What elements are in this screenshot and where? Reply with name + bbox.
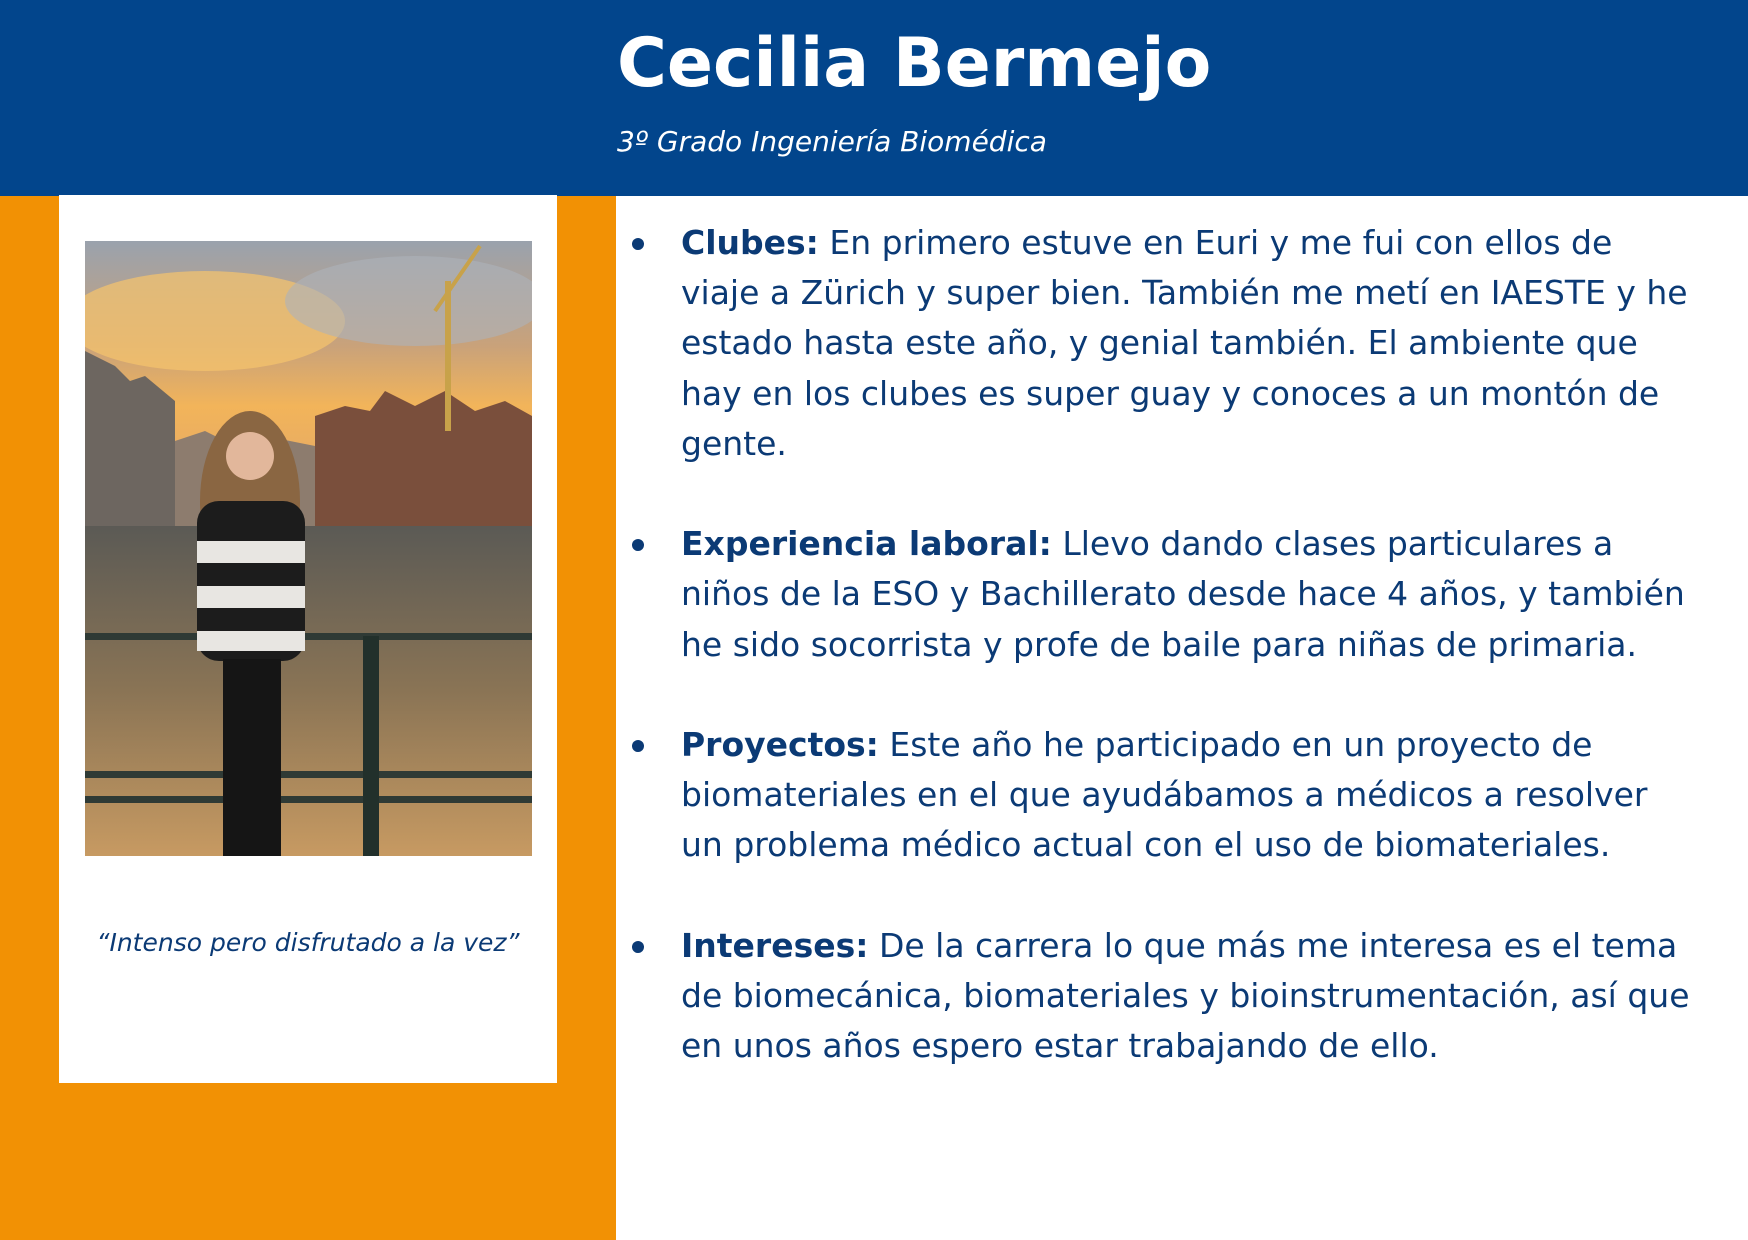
section-label: Proyectos: xyxy=(681,725,879,764)
section-proyectos xyxy=(630,720,1690,871)
photo-right-buildings xyxy=(315,391,532,531)
photo-railing-post xyxy=(363,636,379,856)
section-label: Experiencia laboral: xyxy=(681,524,1052,564)
bullet-dot xyxy=(632,238,644,250)
section-experiencia-laboral xyxy=(630,519,1690,670)
photo-canal xyxy=(85,526,532,856)
profile-photo xyxy=(85,241,532,856)
photo-sweater-stripe xyxy=(197,586,305,608)
section-text: En primero estuve en Euri y me fui con ellos de viaje a Zürich y super bien. También me metí en IAESTE y he estado hasta este año, y genial también. El ambiente que hay en los clubes es super guay y conoces a un montón de gente. xyxy=(681,223,1688,463)
bullet-dot xyxy=(632,539,644,551)
profile-quote: “Intenso pero disfrutado a la vez” xyxy=(96,928,520,957)
person-name: Cecilia Bermejo xyxy=(617,24,1212,103)
section-text: Este año he participado en un proyecto de biomateriales en el que ayudábamos a médicos a resolver un problema médico actual con el uso de biomateriales. xyxy=(681,725,1648,865)
photo-person-legs xyxy=(223,659,281,856)
photo-railing-low xyxy=(85,771,532,778)
photo-crane xyxy=(445,281,451,431)
section-label: Clubes: xyxy=(681,223,819,262)
bullet-dot xyxy=(632,740,644,752)
section-text: Llevo dando clases particulares a niños de la ESO y Bachillerato desde hace 4 años, y también he sido socorrista y profe de baile para niñas de primaria. xyxy=(681,524,1685,664)
section-label: Intereses: xyxy=(681,925,869,965)
profile-sections xyxy=(630,218,1690,1071)
section-text: De la carrera lo que más me interesa es el tema de biomecánica, biomateriales y bioinstrumentación, así que en unos años espero estar trabajando de ello. xyxy=(681,925,1690,1066)
degree-subtitle: 3º Grado Ingeniería Biomédica xyxy=(617,125,1047,158)
photo-sweater-stripe xyxy=(197,541,305,563)
bullet-dot xyxy=(632,941,644,953)
photo-sweater-stripe xyxy=(197,631,305,651)
header-banner xyxy=(0,0,1748,196)
photo-railing-bottom xyxy=(85,796,532,803)
section-intereses xyxy=(630,921,1690,1072)
section-clubes xyxy=(630,218,1690,469)
photo-person-face xyxy=(226,432,274,480)
photo-railing-top xyxy=(85,633,532,640)
